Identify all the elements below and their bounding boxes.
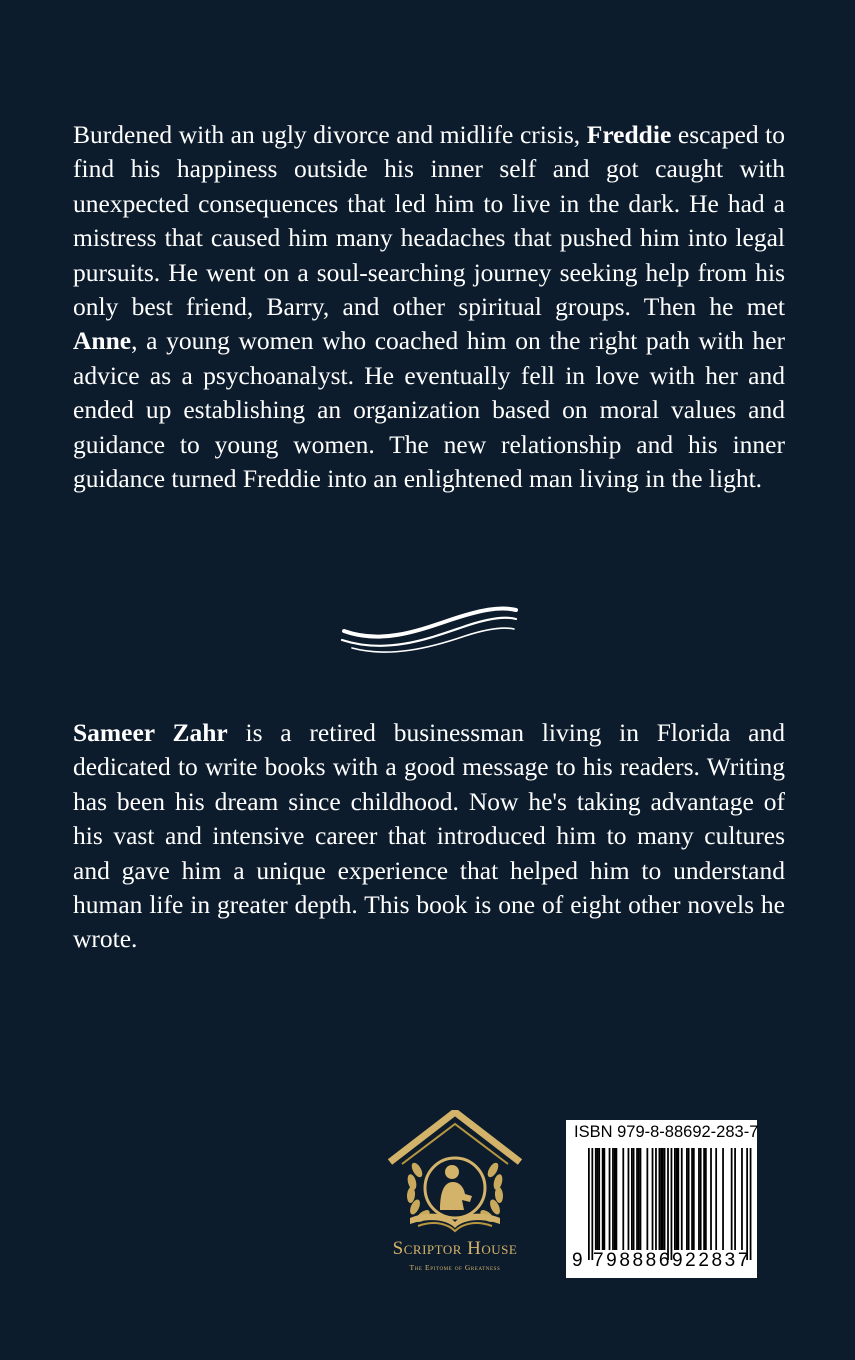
barcode-bar (655, 1148, 657, 1250)
barcode-bar (603, 1148, 605, 1250)
barcode-bar (633, 1148, 635, 1250)
barcode-bar (691, 1148, 693, 1250)
barcode-bar (671, 1148, 673, 1260)
barcode-bar (591, 1148, 593, 1260)
barcode-bar (659, 1148, 661, 1250)
barcode-bar (640, 1148, 642, 1250)
barcode-bar (705, 1148, 707, 1250)
barcode-bar (750, 1148, 752, 1260)
barcode-bar (638, 1148, 640, 1250)
barcode-bar (595, 1148, 597, 1250)
barcode-bar (616, 1148, 618, 1250)
barcode-bar (681, 1148, 683, 1250)
barcode-bar (715, 1148, 717, 1250)
barcode-bar (703, 1148, 705, 1250)
barcode-bar (676, 1148, 678, 1250)
barcode-bar (664, 1148, 666, 1250)
author-bio-text: is a retired businessman living in Florida and dedicated to write books with a good message to his readers. Writing has been his dream since childhood. Now he's taking advantage of his vast and intensive career that introduced him to many cultures and gave him a unique experience that helped him to understand human life in greater depth. This book is one of eight other novels he wrote. (73, 718, 785, 954)
synopsis-text-1: Burdened with an ugly divorce and midlife crisis, (73, 120, 587, 149)
barcode-bar (710, 1148, 712, 1250)
barcode-bar (636, 1148, 638, 1250)
barcode-bar (631, 1148, 633, 1250)
isbn-label: ISBN 979-8-88692-283-7 (574, 1123, 759, 1141)
barcode-bar (622, 1148, 624, 1250)
barcode-bar (602, 1148, 604, 1250)
barcode-bar (731, 1148, 733, 1250)
barcode-digits-right: 922837 (672, 1250, 752, 1271)
character-name-anne: Anne (73, 326, 132, 356)
barcode-bar (667, 1148, 669, 1260)
barcode-bar (597, 1148, 599, 1250)
barcode-bar (614, 1148, 616, 1250)
barcode-bar (741, 1148, 743, 1250)
barcode-bar (646, 1148, 648, 1250)
swoosh-divider-icon (340, 600, 518, 658)
isbn-barcode (566, 1120, 757, 1278)
barcode-bar (734, 1148, 736, 1250)
barcode-bar (693, 1148, 695, 1250)
publisher-name: Scriptor House (392, 1238, 518, 1259)
barcode-bar (609, 1148, 611, 1250)
author-bio-paragraph (73, 716, 785, 957)
synopsis-paragraph (73, 118, 785, 496)
barcode-bar (700, 1148, 702, 1250)
synopsis-text-3: , a young women who coached him on the right path with her advice as a psychoanalyst. He eventually fell in love with her and ended up establishing an organization based on moral values and guidance to young women. The new relationship and his inner guidance turned Freddie into an enlightened man living in the light. (73, 326, 785, 494)
barcode-bar (698, 1148, 700, 1250)
barcode-bar (686, 1148, 688, 1250)
barcode-bar (662, 1148, 664, 1250)
barcode-digits-left: 798886 (593, 1250, 673, 1271)
barcode-bar (688, 1148, 690, 1250)
synopsis-text-2: escaped to find his happiness outside his inner self and got caught with unexpected consequences that led him to live in the dark. He had a mistress that caused him many headaches that pushed him into legal pursuits. He went on a soul-searching journey seeking help from his only best friend, Barry, and other spiritual groups. Then he met (73, 120, 785, 322)
barcode-bar (612, 1148, 614, 1250)
author-name: Sameer Zahr (73, 718, 228, 747)
character-name-freddie: Freddie (586, 120, 672, 149)
barcode-bar (660, 1148, 662, 1250)
barcode-bar (628, 1148, 630, 1250)
publisher-tagline: The Epitome of Greatness (409, 1263, 501, 1272)
barcode-bar (722, 1148, 724, 1250)
barcode-bar (674, 1148, 676, 1250)
barcode-bar (588, 1148, 590, 1260)
barcode-digit-first: 9 (572, 1250, 583, 1271)
house-laurel-reader-book-logo-icon (360, 1110, 550, 1238)
publisher-logo (360, 1110, 550, 1280)
barcode-bar (598, 1148, 600, 1250)
barcode-bar (746, 1148, 748, 1260)
barcode-bar (652, 1148, 654, 1250)
barcode-bar (677, 1148, 679, 1250)
